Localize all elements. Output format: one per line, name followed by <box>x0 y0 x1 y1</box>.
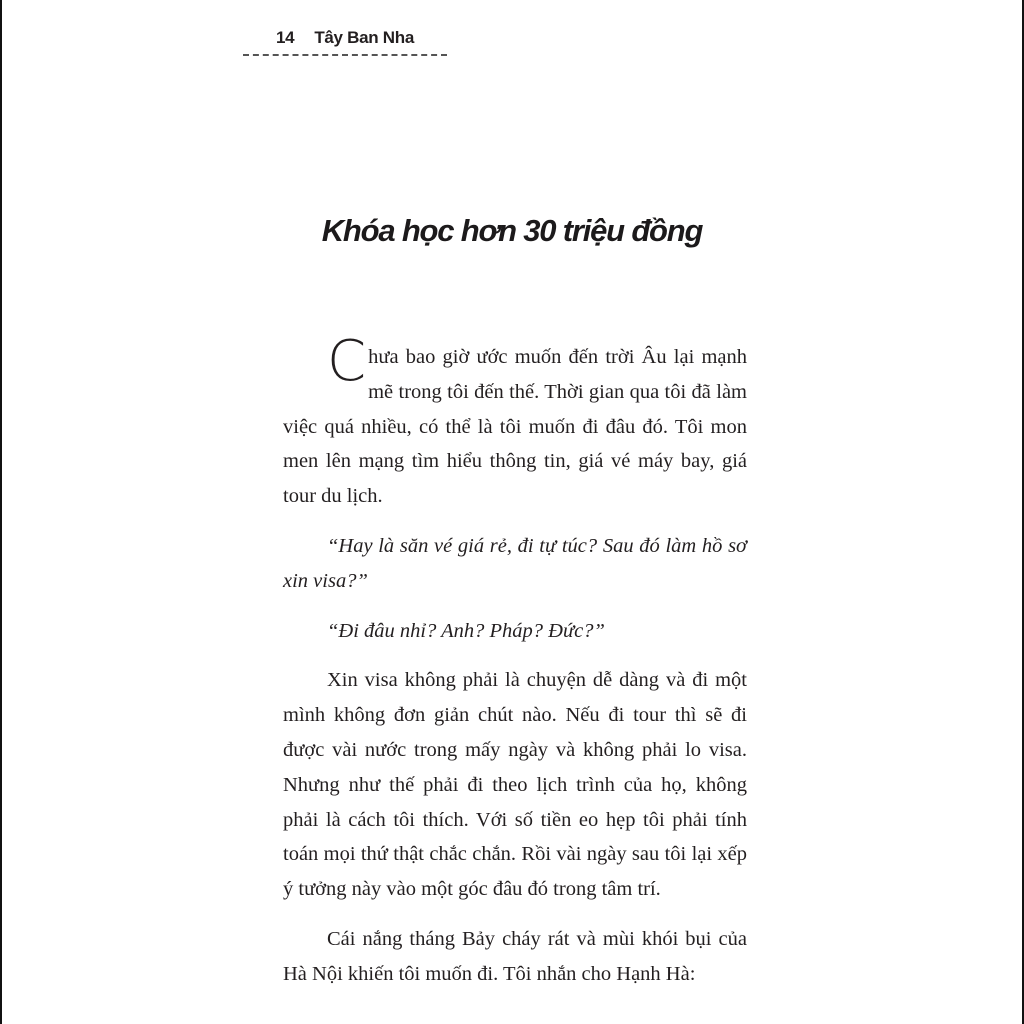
body-text <box>283 329 747 992</box>
book-title: Tây Ban Nha <box>314 28 414 47</box>
paragraph-2: Xin visa không phải là chuyện dễ dàng và đi một mình không đơn giản chút nào. Nếu đi tour thì sẽ đi được vài nước trong mấy ngày và không phải lo visa. Nhưng như thế phải đi theo lịch trình của họ, không phải là cách tôi thích. Với số tiền eo hẹp tôi phải tính toán mọi thứ thật chắc chắn. Rồi vài ngày sau tôi lại xếp ý tưởng này vào một góc đâu đó trong tâm trí. <box>283 669 747 901</box>
paragraph-3: Cái nắng tháng Bảy cháy rát và mùi khói bụi của Hà Nội khiến tôi muốn đi. Tôi nhắn cho Hạnh Hà: <box>283 927 747 985</box>
paragraph-1 <box>283 329 747 514</box>
running-header <box>243 28 447 56</box>
quote-2: “Đi đâu nhỉ? Anh? Pháp? Đức?” <box>327 619 605 642</box>
drop-cap: C <box>327 329 367 394</box>
chapter-title: Khóa học hơn 30 triệu đồng <box>321 213 703 248</box>
page-number: 14 <box>276 28 295 47</box>
page-edge-left <box>0 0 2 1024</box>
quote-1: “Hay là săn vé giá rẻ, đi tự túc? Sau đó làm hồ sơ xin visa?” <box>283 534 747 592</box>
paragraph-1-text: hưa bao giờ ước muốn đến trời Âu lại mạnh mẽ trong tôi đến thế. Thời gian qua tôi đã làm việc quá nhiều, có thể là tôi muốn đi đâu đó. Tôi mon men lên mạng tìm hiểu thông tin, giá vé máy bay, giá tour du lịch. <box>283 346 747 508</box>
